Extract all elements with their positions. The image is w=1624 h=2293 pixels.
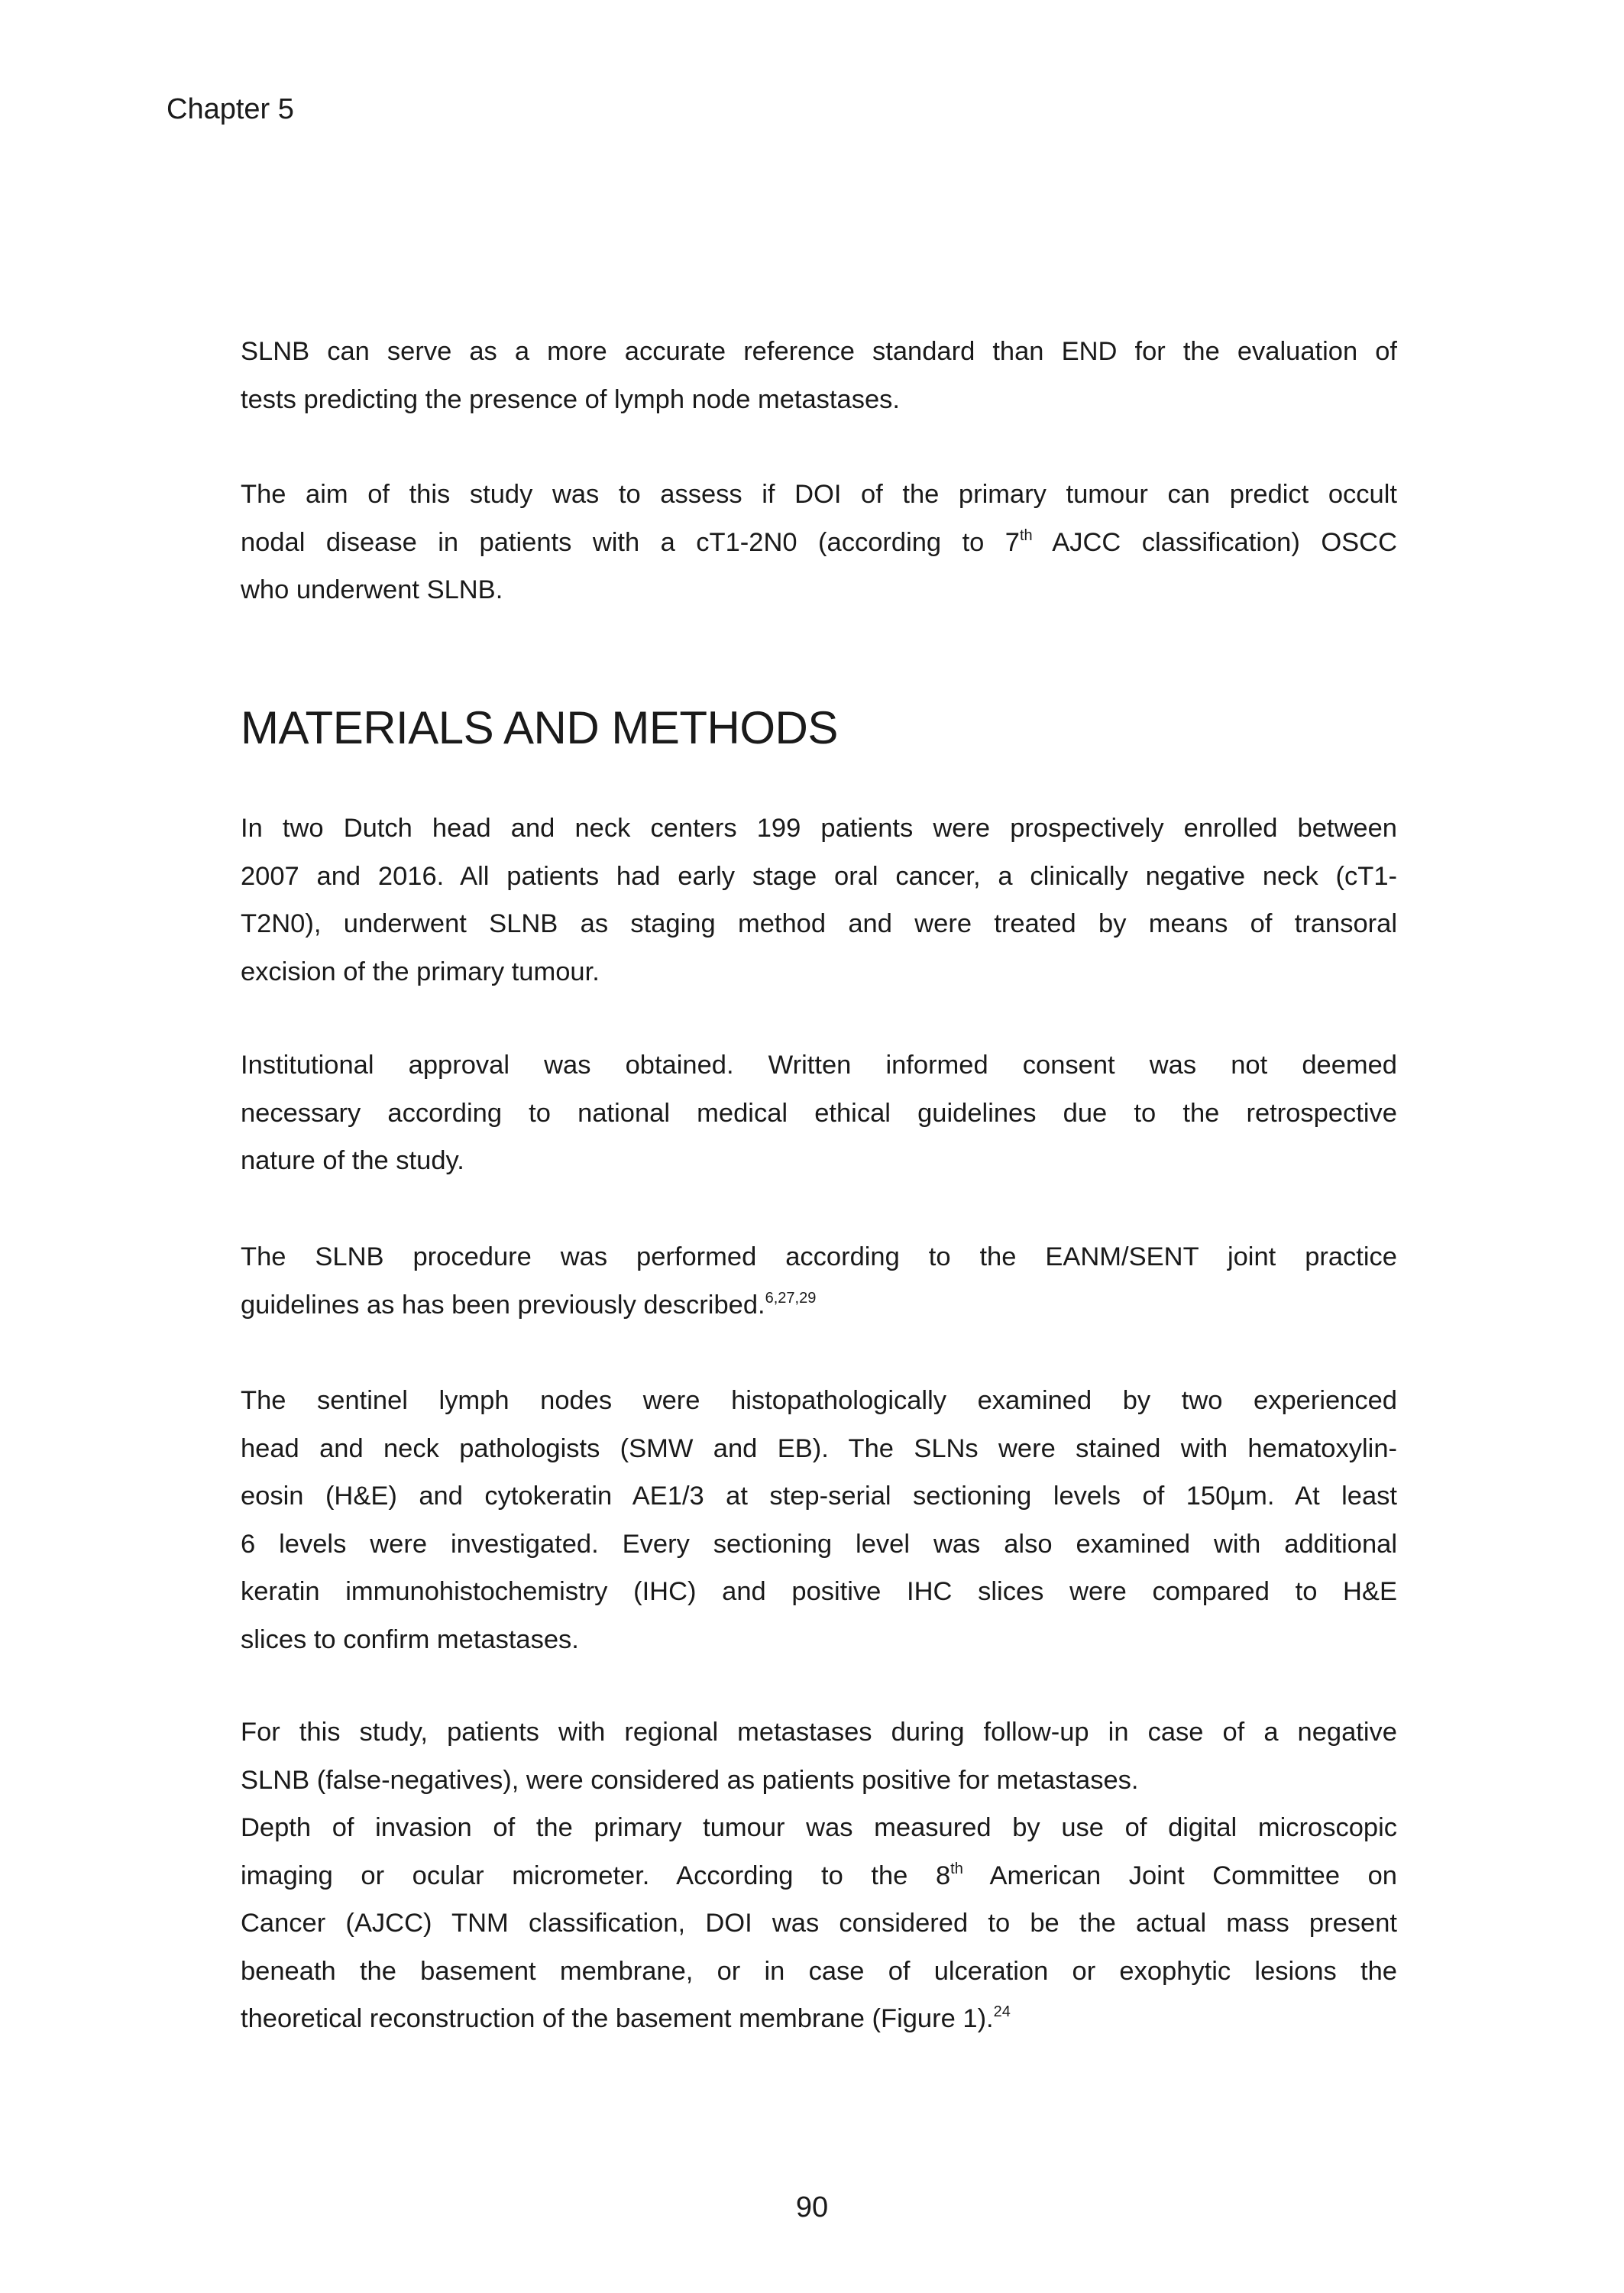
line-text: Institutional approval was obtained. Written informed consent was not deemed <box>241 1051 1397 1080</box>
text-line <box>241 376 1397 424</box>
paragraph-study-aim <box>241 471 1397 614</box>
text-line <box>241 1137 1397 1185</box>
text-line <box>241 1377 1397 1425</box>
line-text: 2007 and 2016. All patients had early stage oral cancer, a clinically negative neck (cT1- <box>241 861 1397 891</box>
text-line <box>241 1425 1397 1473</box>
line-text: tests predicting the presence of lymph node metastases. <box>241 384 900 414</box>
text-line <box>241 1616 1397 1664</box>
text-line <box>241 1852 1397 1900</box>
line-text: T2N0), underwent SLNB as staging method and were treated by means of transoral <box>241 909 1397 938</box>
line-text: SLNB (false-negatives), were considered as patients positive for metastases. <box>241 1765 1139 1795</box>
line-text: The aim of this study was to assess if DOI of the primary tumour can predict occult <box>241 480 1397 509</box>
text-line <box>241 853 1397 901</box>
text-line <box>241 1281 1397 1329</box>
line-text: imaging or ocular micrometer. According to the 8 <box>241 1861 951 1890</box>
line-text: who underwent SLNB. <box>241 575 503 604</box>
text-line <box>241 519 1397 567</box>
text-line <box>241 1708 1397 1757</box>
paragraph-histopathology <box>241 1377 1397 1663</box>
paragraph-enrollment <box>241 805 1397 996</box>
text-line <box>241 1041 1397 1090</box>
line-text: nature of the study. <box>241 1146 464 1175</box>
line-text: SLNB can serve as a more accurate reference standard than END for the evaluation of <box>241 337 1397 366</box>
text-line <box>241 1899 1397 1948</box>
text-line <box>241 1472 1397 1521</box>
text-line <box>241 566 1397 614</box>
section-heading: MATERIALS AND METHODS <box>241 702 838 753</box>
line-text: nodal disease in patients with a cT1-2N0 (according to 7 <box>241 527 1020 557</box>
line-text: For this study, patients with regional metastases during follow-up in case of a negative <box>241 1718 1397 1747</box>
text-line <box>241 1948 1397 1996</box>
page-number: 90 <box>795 2191 829 2223</box>
line-text: theoretical reconstruction of the basement membrane (Figure 1). <box>241 2004 994 2033</box>
line-text: excision of the primary tumour. <box>241 957 600 986</box>
paragraph-doi-measurement <box>241 1708 1397 2043</box>
paragraph-slnb-reference <box>241 328 1397 423</box>
text-line <box>241 1995 1397 2043</box>
text-line <box>241 900 1397 948</box>
running-header: Chapter 5 <box>167 93 294 125</box>
text-line <box>241 1521 1397 1569</box>
paragraph-approval <box>241 1041 1397 1185</box>
text-line <box>241 471 1397 519</box>
text-line <box>241 1804 1397 1852</box>
line-text: beneath the basement membrane, or in case of ulceration or exophytic lesions the <box>241 1956 1397 1986</box>
line-text: necessary according to national medical ethical guidelines due to the retrospective <box>241 1098 1397 1128</box>
line-text: The SLNB procedure was performed according to the EANM/SENT joint practice <box>241 1242 1397 1271</box>
line-text: AJCC classification) OSCC <box>1032 527 1397 557</box>
text-line <box>241 948 1397 996</box>
line-text: guidelines as has been previously described. <box>241 1290 765 1320</box>
line-text: The sentinel lymph nodes were histopathologically examined by two experienced <box>241 1386 1397 1415</box>
paragraph-slnb-procedure <box>241 1233 1397 1329</box>
line-text: head and neck pathologists (SMW and EB). The SLNs were stained with hematoxylin- <box>241 1433 1397 1463</box>
superscript: 6,27,29 <box>765 1289 817 1307</box>
superscript: th <box>1020 526 1033 544</box>
line-text: keratin immunohistochemistry (IHC) and positive IHC slices were compared to H&E <box>241 1577 1397 1606</box>
line-text: 6 levels were investigated. Every sectioning level was also examined with additional <box>241 1529 1397 1559</box>
line-text: slices to confirm metastases. <box>241 1624 579 1654</box>
superscript: th <box>950 1860 963 1877</box>
superscript: 24 <box>993 2003 1011 2020</box>
text-line <box>241 328 1397 376</box>
line-text: Depth of invasion of the primary tumour was measured by use of digital microscopic <box>241 1813 1397 1842</box>
text-line <box>241 1568 1397 1616</box>
text-line <box>241 1090 1397 1138</box>
line-text: In two Dutch head and neck centers 199 patients were prospectively enrolled between <box>241 814 1397 843</box>
text-line <box>241 1757 1397 1805</box>
text-line <box>241 1233 1397 1281</box>
text-line <box>241 805 1397 853</box>
line-text: Cancer (AJCC) TNM classification, DOI was considered to be the actual mass present <box>241 1909 1397 1938</box>
line-text: American Joint Committee on <box>962 1861 1397 1890</box>
line-text: eosin (H&E) and cytokeratin AE1/3 at step-serial sectioning levels of 150µm. At least <box>241 1482 1397 1511</box>
